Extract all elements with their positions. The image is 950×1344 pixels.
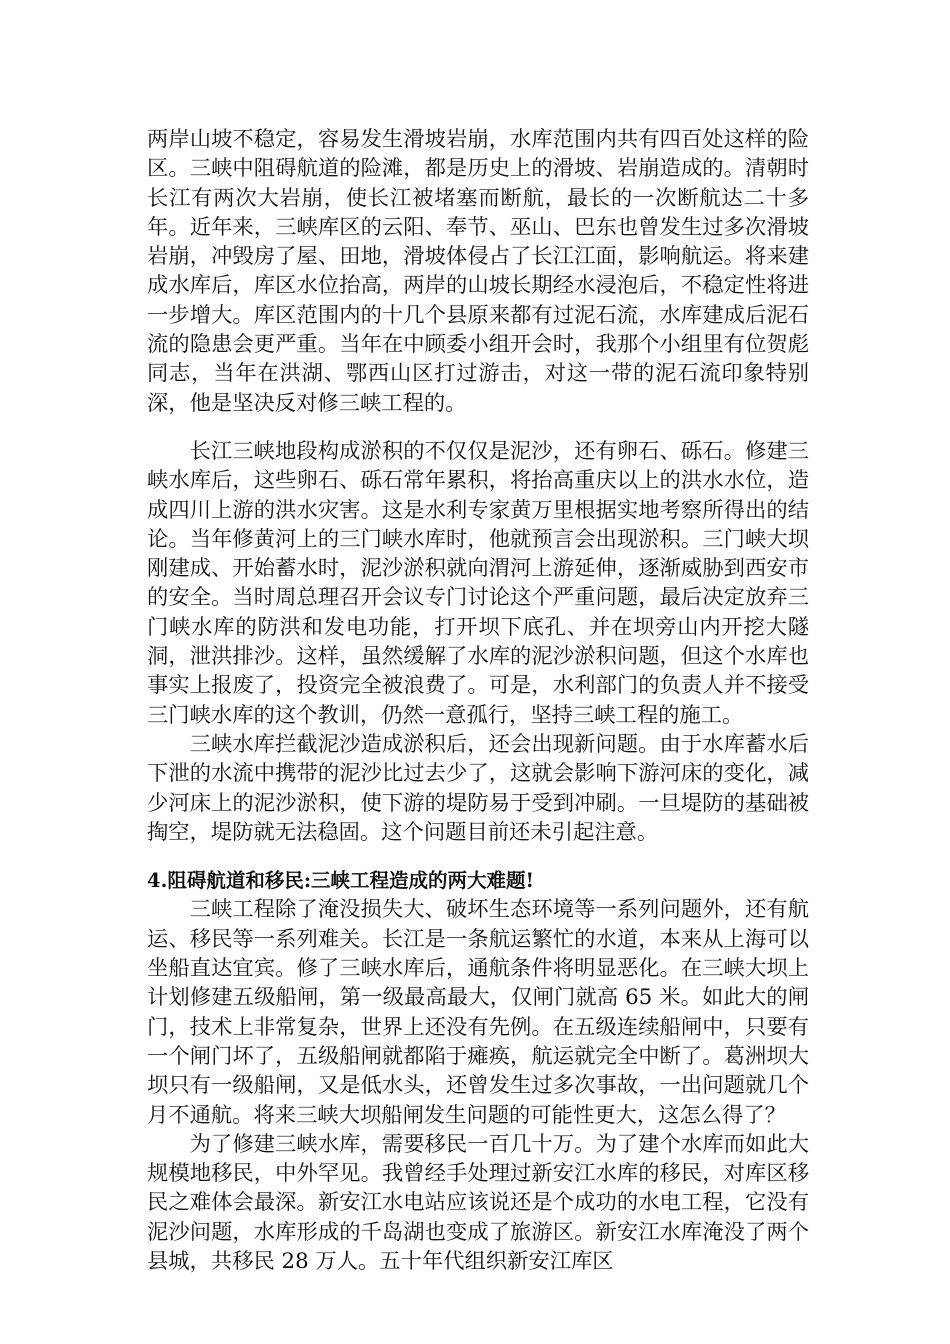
document-body: [147, 125, 809, 1276]
paragraph-sediment-gravel: 长江三峡地段构成淤积的不仅仅是泥沙，还有卵石、砾石。修建三峡水库后，这些卵石、砾石常年累积，将抬高重庆以上的洪水水位，造成四川上游的洪水灾害。这是水利专家黄万里根据实地考察所得出的结论。当年修黄河上的三门峡水库时，他就预言会出现淤积。三门峡大坝刚建成、开始蓄水时，泥沙淤积就向渭河上游延伸，逐渐威胁到西安市的安全。当时周总理召开会议专门讨论这个严重问题，最后决定放弃三门峡水库的防洪和发电功能，打开坝下底孔、并在坝旁山内开挖大隧洞，泄洪排沙。这样，虽然缓解了水库的泥沙淤积问题，但这个水库也事实上报废了，投资完全被浪费了。可是，水利部门的负责人并不接受三门峡水库的这个教训，仍然一意孤行，坚持三峡工程的施工。: [147, 438, 809, 728]
section-heading: 4.阻碍航道和移民:三峡工程造成的两大难题!: [147, 869, 535, 893]
paragraph-migration: 为了修建三峡水库，需要移民一百几十万。为了建个水库而如此大规模地移民，中外罕见。我曾经手处理过新安江水库的移民，对库区移民之难体会最深。新安江水电站应该说还是个成功的水电工程，它没有泥沙问题，水库形成的千岛湖也变成了旅游区。新安江水库淹没了两个县城，共移民 28 万人。五十年代组织新安江库区: [147, 1131, 809, 1274]
paragraph-navigation: 三峡工程除了淹没损失大、破坏生态环境等一系列问题外，还有航运、移民等一系列难关。长江是一条航运繁忙的水道，本来从上海可以坐船直达宜宾。修了三峡水库后，通航条件将明显恶化。在三峡大坝上计划修建五级船闸，第一级最高最大，仅闸门就高 65 米。如此大的闸门，技术上非常复杂，世界上还没有先例。在五级连续船闸中，只要有一个闸门坏了，五级船闸就都陷于瘫痪，航运就完全中断了。葛洲坝大坝只有一级船闸，又是低水头，还曾发生过多次事故，一出问题就几个月不通航。将来三峡大坝船闸发生问题的可能性更大，这怎么得了？: [147, 897, 809, 1128]
paragraph-downstream-erosion: 三峡水库拦截泥沙造成淤积后，还会出现新问题。由于水库蓄水后下泄的水流中携带的泥沙比过去少了，这就会影响下游河床的变化，减少河床上的泥沙淤积，使下游的堤防易于受到冲刷。一旦堤防的基础被掏空，堤防就无法稳固。这个问题目前还未引起注意。: [147, 731, 809, 845]
paragraph-landslide-risk: 两岸山坡不稳定，容易发生滑坡岩崩，水库范围内共有四百处这样的险区。三峡中阻碍航道的险滩，都是历史上的滑坡、岩崩造成的。清朝时长江有两次大岩崩，使长江被堵塞而断航，最长的一次断航达二十多年。近年来，三峡库区的云阳、奉节、巫山、巴东也曾发生过多次滑坡岩崩，冲毁房了屋、田地，滑坡体侵占了长江江面，影响航运。将来建成水库后，库区水位抬高，两岸的山坡长期经水浸泡后，不稳定性将进一步增大。库区范围内的十几个县原来都有过泥石流，水库建成后泥石流的隐患会更严重。当年在中顾委小组开会时，我那个小组里有位贺彪同志，当年在洪湖、鄂西山区打过游击，对这一带的泥石流印象特别深，他是坚决反对修三峡工程的。: [147, 127, 809, 416]
